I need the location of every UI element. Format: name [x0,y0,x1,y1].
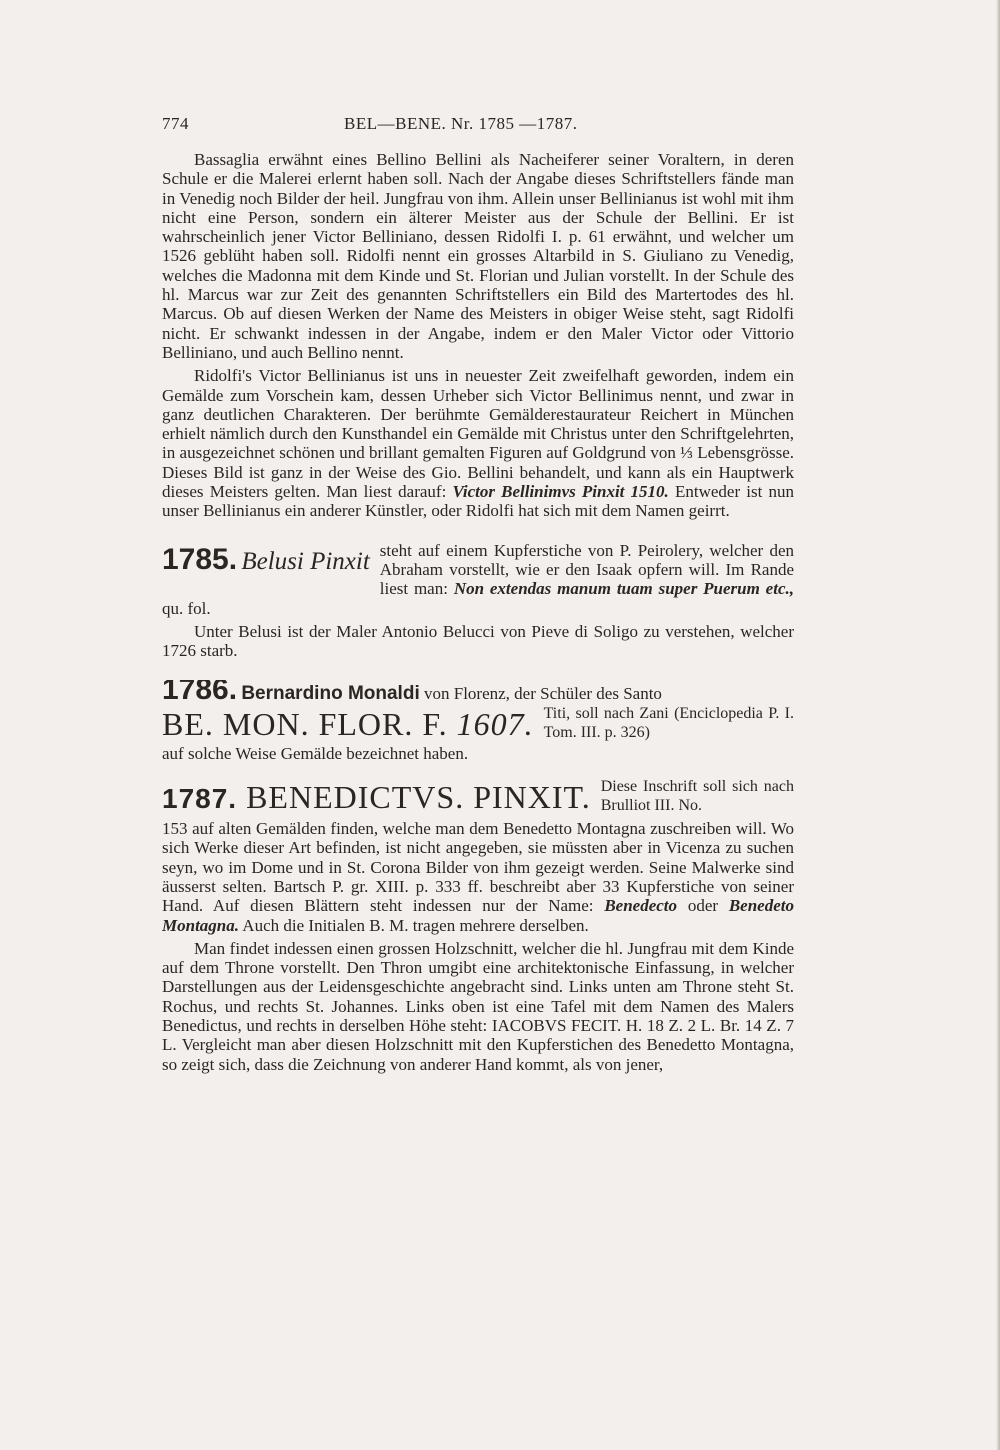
entry-1786-heading-line [162,680,794,707]
entry-1787-text-b: Auch die Initialen B. M. tragen mehrere derselben. [239,915,589,935]
entry-1787-text [162,819,794,935]
body-text [162,150,794,1074]
entry-1787-or: oder [677,896,729,916]
intro-paragraph-1: Bassaglia erwähnt eines Bellino Bellini als Nacheiferer seiner Voraltern, in deren Schule er die Malerei erlernt haben soll. Nach der Angabe dieses Schriftstellers fände man in Venedig noch Bilder der heil. Jungfrau von ihm. Allein unser Bellinianus ist wohl mit ihm nicht eine Person, sondern ein älterer Meister aus der Schule der Bellini. Er ist wahrscheinlich jener Victor Belliniano, dessen Ridolfi I. p. 61 erwähnt, und welcher um 1526 geblüht haben soll. Ridolfi nennt ein grosses Altarbild in S. Giuliano zu Venedig, welches die Madonna mit dem Kinde und St. Florian und Julian vorstellt. In der Schule des hl. Marcus war zur Zeit des genannten Schriftstellers ein Bild des Martertodes des hl. Marcus. Ob auf diesen Werken der Name des Meisters in obiger Weise steht, sagt Ridolfi nicht. Er schwankt indessen in der Angabe, indem er den Maler Victor oder Vittorio Belliniano, und auch Bellino nennt. [162,150,794,362]
intro-paragraph-2-text-b: Entweder ist nun unser Bellinianus ein anderer Künstler, oder Ridolfi hat sich mit dem Namen geirrt. [162,482,794,521]
intro-paragraph-2 [162,366,794,520]
name-benedeto-montagna: Benedeto Montagna. [162,896,794,935]
name-benedecto: Benedecto [604,896,678,916]
intro-paragraph-2-text-a: Ridolfi's Victor Bellinianus ist uns in neuester Zeit zweifelhaft geworden, indem ein Gemälde zum Vorschein kam, dessen Urheber sich Victor Bellinimus nennt, und zwar in ganz deutlichen Charakteren. Der berühmte Gemälderestaurateur Reichert in München erhielt nämlich durch den Kunsthandel ein Gemälde mit Christus unter den Schriftgelehrten, in ausgezeichnet schönen und brillant gemalten Figuren auf Goldgrund von ⅓ Lebensgrösse. Dieses Bild ist ganz in der Weise des Gio. Bellini behandelt, und kann als ein Hauptwerk dieses Meisters gelten. Man liest darauf: [162,366,794,502]
entry-1785-paragraph-2: Unter Belusi ist der Maler Antonio Belucci von Pieve di Soligo zu verstehen, welcher 1726 starb. [162,621,794,661]
entry-title: BENEDICTVS. PINXIT. [246,779,591,816]
entry-number: 1786. [162,680,238,707]
inscription-victor-bellinimvs: Victor Bellinimvs Pinxit 1510. [452,482,669,502]
entry-1786-text-b: auf solche Weise Gemälde bezeichnet haben. [162,743,469,763]
entry-1785-text-a: steht auf einem Kupferstiche von P. Peirolery, welcher den Abraham vorstellt, wie er den Isaak opfern will. Im Rande liest man: [379,540,794,599]
entry-1787-text-a: 153 auf alten Gemälden finden, welche man dem Benedetto Montagna zuschreiben will. Wo sich Werke dieser Art befinden, ist nicht angegeben, sie müssten aber in Vicenza zu suchen seyn, wo im Dome und in St. Corona Bilder von ihm gezeigt werden. Seine Malwerke sind äusserst selten. Bartsch P. gr. XIII. p. 333 ff. beschreibt aber 33 Kupferstiche von seiner Hand. Auf diesen Blättern steht indessen nur der Name: [162,819,794,916]
entry-number: 1785. [162,542,238,576]
page-number: 774 [162,114,189,133]
entry-1787 [162,777,794,935]
inscription-year: 1607. [456,705,534,742]
entry-1786-text-a: von Florenz, der Schüler des Santo [423,684,662,704]
entry-1785-inscription: Non extendas manum tuam super Puerum etc., [453,579,794,599]
entry-number: 1787. [162,783,238,815]
entry-title: Belusi Pinxit [241,547,370,575]
entry-1787-heading [162,777,794,819]
running-head: BEL—BENE. Nr. 1785 —1787. [344,114,578,133]
page-edge-shadow [996,0,1000,1450]
entry-title: Bernardino Monaldi [241,683,420,705]
entry-1785 [162,541,794,618]
entry-1786-inscription-line [162,704,794,744]
entry-1787-aside: Diese Inschrift soll sich nach Brulliot III. No. [600,778,794,815]
entry-1787-inscription [162,777,591,819]
entry-1785-heading [162,541,370,583]
entry-1786-inscription [162,704,534,744]
entry-1786-aside: Titi, soll nach Zani (Enciclopedia P. I. Tom. III. p. 326) [543,704,794,741]
inscription-text: BE. MON. FLOR. F. [162,705,448,742]
entry-1787-paragraph-2: Man findet indessen einen grossen Holzschnitt, welcher die hl. Jungfrau mit dem Kinde auf dem Throne vorstellt. Den Thron umgibt eine architektonische Einfassung, in welcher Darstellungen aus der Leidensgeschichte angebracht sind. Links unten am Throne steht St. Rochus, und rechts St. Johannes. Links oben ist eine Tafel mit dem Namen des Malers Benedictus, und rechts in derselben Höhe steht: IACOBVS FECIT. H. 18 Z. 2 L. Br. 14 Z. 7 L. Vergleicht man aber diesen Holzschnitt mit den Kupferstichen des Benedetto Montagna, so zeigt sich, dass die Zeichnung von anderer Hand kommt, als von jener, [162,938,794,1074]
entry-1786 [162,680,794,763]
entry-1785-text-b: qu. fol. [162,598,211,618]
